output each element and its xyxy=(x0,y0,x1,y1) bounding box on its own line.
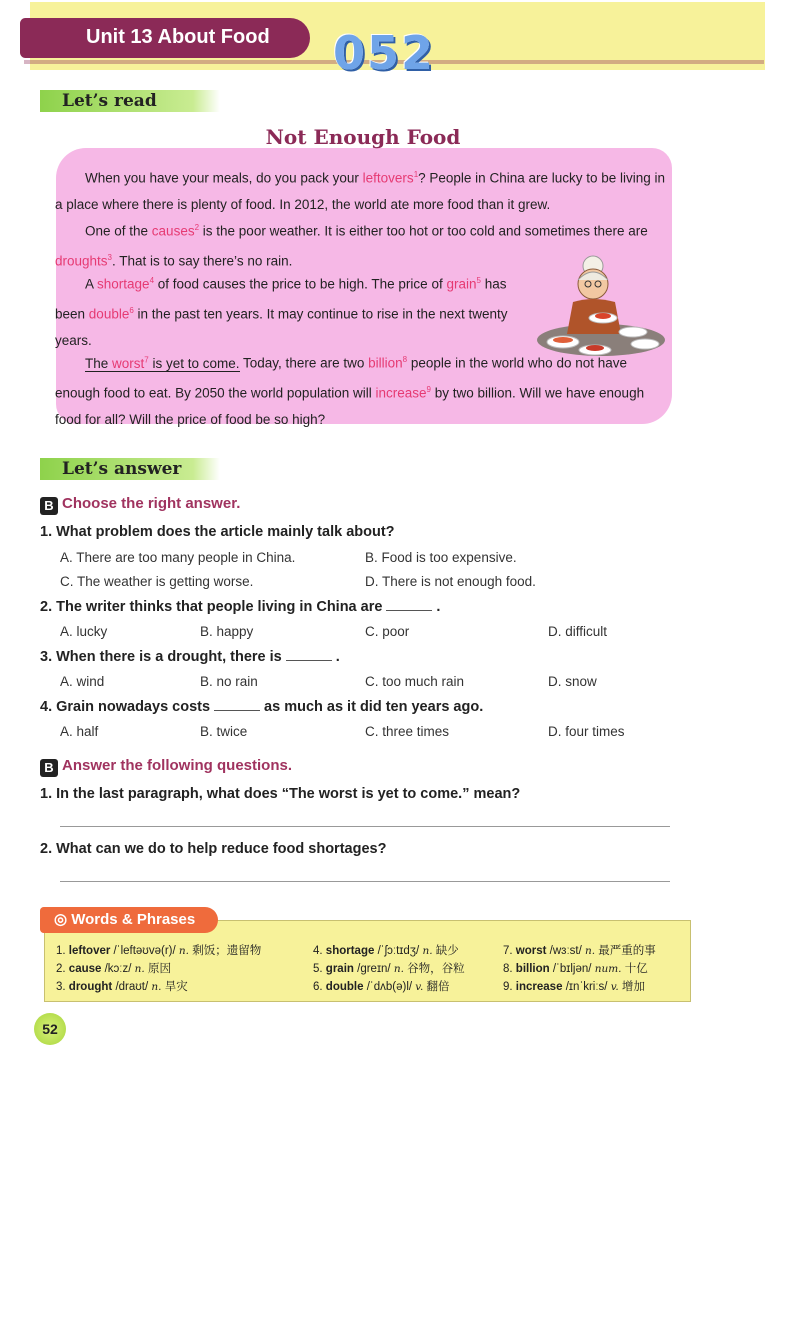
question-2: 2. The writer thinks that people living in China are . xyxy=(40,599,441,615)
word-item-3: 3. drought /draʊt/ n. 旱灾 xyxy=(56,981,188,993)
q4-option-d[interactable]: D. four times xyxy=(548,724,625,739)
badge-b: B xyxy=(40,497,58,515)
answer-line-2[interactable] xyxy=(60,881,670,882)
question-3: 3. When there is a drought, there is . xyxy=(40,649,340,665)
q1-option-c[interactable]: C. The weather is getting worse. xyxy=(60,574,254,589)
paragraph-4: The worst$^7$ is yet to come. Today, there are two billion$^8$ people in the world who do not have enough food to eat. By 2050 the world population will increase$^9$ by two billion. Will we have enough food for all? Will the price of food be so high? xyxy=(55,355,645,427)
words-tab: ◎ Words & Phrases xyxy=(40,907,218,933)
lets-read-tag: Let’s read xyxy=(40,90,220,112)
open-question-2: 2. What can we do to help reduce food shortages? xyxy=(40,841,387,857)
q2-option-d[interactable]: D. difficult xyxy=(548,624,608,639)
q3-option-a[interactable]: A. wind xyxy=(60,674,105,689)
unit-title: Unit 13 About Food xyxy=(20,18,310,58)
open-question-1: 1. In the last paragraph, what does “The worst is yet to come.” mean? xyxy=(40,786,521,802)
word-item-8: 8. billion /ˈbɪljən/ num. 十亿 xyxy=(503,963,648,975)
word-item-2: 2. cause /kɔːz/ n. 原因 xyxy=(56,963,171,975)
q3-blank[interactable] xyxy=(286,648,332,661)
q1-option-b[interactable]: B. Food is too expensive. xyxy=(365,550,517,565)
word-item-1: 1. leftover /ˈleftəʊvə(r)/ n. 剩饭；遗留物 xyxy=(56,945,262,957)
grandma-illustration xyxy=(535,252,667,364)
word-item-4: 4. shortage /ˈʃɔːtɪdʒ/ n. 缺少 xyxy=(313,945,459,957)
answer-line-1[interactable] xyxy=(60,826,670,827)
q2-option-a[interactable]: A. lucky xyxy=(60,624,108,639)
paragraph-1: When you have your meals, do you pack your leftovers$^1$? People in China are lucky to be living in a place where there is plenty of food. In 2012, the world ate more food than it grew. xyxy=(55,170,666,212)
q4-blank[interactable] xyxy=(214,698,260,711)
question-1: 1. What problem does the article mainly talk about? xyxy=(40,524,395,540)
answer-heading: B Answer the following questions. xyxy=(40,757,292,777)
lets-answer-tag: Let’s answer xyxy=(40,458,220,480)
q3-option-b[interactable]: B. no rain xyxy=(200,674,258,689)
q4-option-c[interactable]: C. three times xyxy=(365,724,450,739)
q4-option-b[interactable]: B. twice xyxy=(200,724,248,739)
q3-option-c[interactable]: C. too much rain xyxy=(365,674,465,689)
q4-option-a[interactable]: A. half xyxy=(60,724,99,739)
q2-blank[interactable] xyxy=(386,598,432,611)
question-4: 4. Grain nowadays costs as much as it did ten years ago. xyxy=(40,699,484,715)
q2-option-b[interactable]: B. happy xyxy=(200,624,254,639)
paragraph-3: A shortage$^4$ of food causes the price to be high. The price of grain$^5$ has been double$^6$ in the past ten years. It may continue to rise in the next twenty years. xyxy=(55,276,508,348)
q1-option-a[interactable]: A. There are too many people in China. xyxy=(60,550,296,565)
badge-b-2: B xyxy=(40,759,58,777)
choose-heading: B Choose the right answer. xyxy=(40,495,240,515)
word-item-9: 9. increase /ɪnˈkriːs/ v. 增加 xyxy=(503,981,645,993)
q2-option-c[interactable]: C. poor xyxy=(365,624,410,639)
reading-title: Not Enough Food xyxy=(265,125,461,149)
q1-option-d[interactable]: D. There is not enough food. xyxy=(365,574,536,589)
word-item-6: 6. double /ˈdʌb(ə)l/ v. 翻倍 xyxy=(313,981,450,993)
word-item-7: 7. worst /wɜːst/ n. 最严重的事 xyxy=(503,945,656,957)
word-item-5: 5. grain /ɡreɪn/ n. 谷物，谷粒 xyxy=(313,963,465,975)
page-code: 052 xyxy=(333,26,436,80)
paragraph-2: One of the causes$^2$ is the poor weather. It is either too hot or too cold and sometimes there are droughts$^3$. That is to say there’s no rain. xyxy=(55,223,648,269)
page-number: 52 xyxy=(34,1013,66,1045)
q3-option-d[interactable]: D. snow xyxy=(548,674,597,689)
